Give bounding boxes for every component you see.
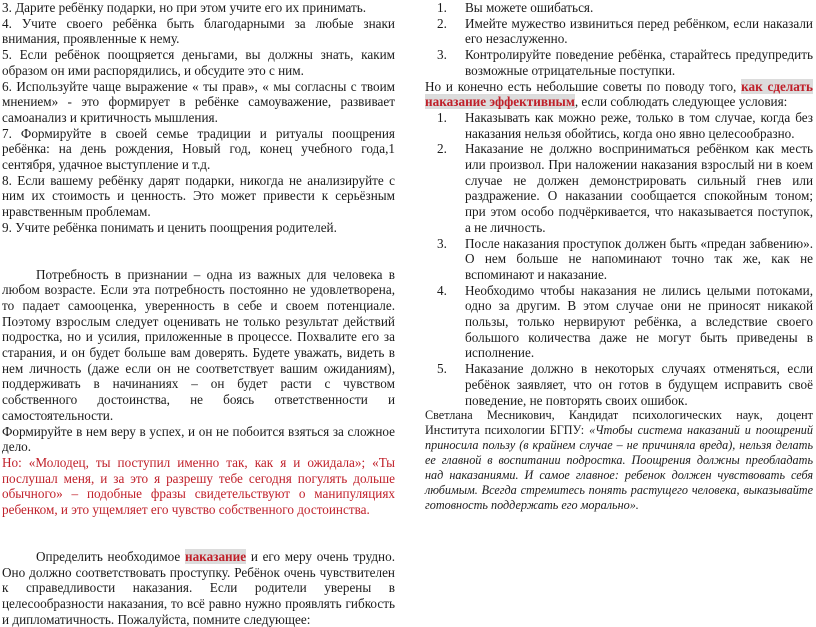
author-attribution: Светлана Месникович, Кандидат психологических наук, доцент Института психологии БГПУ: [425, 408, 813, 438]
list-text: Наказание должно в некоторых случаях отменяться, если ребёнок заявляет, что он готов в будущем исправить своё поведение, не повторять своих ошибок. [465, 361, 813, 408]
list-item [425, 47, 813, 78]
list-item [425, 0, 813, 16]
list-number: 4. [437, 282, 447, 298]
list-text: Необходимо чтобы наказания не лились целыми потоками, одно за другим. В этом случае они не приносят никакой пользы, только нервируют ребёнка, а вследствие своего большого количества даже не могут быть приведены в исполнение. [465, 282, 813, 361]
list-text: Наказание не должно восприниматься ребёнком как месть или произвол. При наложении наказания взрослый ни в коем случае не должен демонстрировать сильный гнев или раздражение. О наказании сообщается спокойным тоном; при этом особо подчёркивается, что наказывается поступок, а не личность. [465, 141, 813, 235]
list-text: Имейте мужество извиниться перед ребёнком, если наказали его незаслуженно. [465, 15, 813, 47]
advice-highlight: как сделать наказание эффективным [425, 78, 813, 110]
list-number: 2. [437, 141, 447, 157]
author-quote-block [425, 408, 813, 512]
list-item [425, 141, 813, 235]
punishment-paragraph [2, 549, 395, 627]
tip-6: 6. Используйте чаще выражение « ты прав», « мы согласны с твоим мнением» - это формирует в ребёнке самоуважение, развивает самоанализ и критичность мышления. [2, 78, 395, 125]
right-column [425, 0, 813, 513]
remember-list [425, 0, 813, 79]
punishment-text-start: Определить необходимое [36, 548, 185, 564]
list-item [425, 361, 813, 408]
list-item [425, 283, 813, 362]
advice-intro [425, 79, 813, 110]
conditions-list [425, 110, 813, 408]
list-number: 1. [437, 109, 447, 125]
advice-text-end: , если соблюдать следующее условия: [574, 94, 788, 110]
list-number: 3. [437, 47, 447, 63]
manipulation-warning: Но: «Молодец, ты поступил именно так, как я и ожидала»; «Ты послушал меня, и за это я разрешу тебе сегодня погулять дольше обычного» – подобные фразы свидетельствуют о манипуляциях ребенком, и это ущемляет его чувство собственного достоинства. [2, 454, 395, 518]
punishment-keyword: наказание [184, 548, 247, 564]
list-number: 1. [437, 0, 447, 15]
tip-9: 9. Учите ребёнка понимать и ценить поощрения родителей. [2, 219, 337, 235]
list-item [425, 110, 813, 141]
tip-4: 4. Учите своего ребёнка быть благодарными за любые знаки внимания, проявленные к нему. [2, 15, 395, 47]
list-number: 5. [437, 361, 447, 377]
list-number: 2. [437, 15, 447, 31]
belief-paragraph: Формируйте в нем веру в успех, и он не побоится взяться за сложное дело. [2, 423, 395, 455]
list-text: Наказывать как можно реже, только в том случае, когда без наказания нельзя обойтись, когда оно явно целесообразно. [465, 109, 813, 141]
tip-8: 8. Если вашему ребёнку дарят подарки, никогда не анализируйте с ним их стоимость и ценность. Это может привести к серьёзным нравственным проблемам. [2, 172, 395, 220]
tip-5: 5. Если ребёнок поощряется деньгами, вы должны знать, каким образом он ими распорядились, и обсудите это с ним. [2, 47, 395, 78]
list-item [425, 236, 813, 283]
author-quote: «Чтобы система наказаний и поощрений приносила пользу (в крайнем случае – не причиняла вреда), нельзя делать ее главной в воспитании подростка. Поощрения должны преобладать над наказаниями. И самое главное: ребенок должен чувствовать себя любимым. Всегда стремитесь понять растущего человека, выказывайте готовность поддержать его морально». [425, 423, 813, 512]
left-column [2, 0, 395, 627]
advice-text-start: Но и конечно есть небольшие советы по поводу того, [425, 78, 742, 94]
list-number: 3. [437, 235, 447, 251]
tip-3: 3. Дарите ребёнку подарки, но при этом учите его их принимать. [2, 0, 367, 15]
tip-7: 7. Формируйте в своей семье традиции и ритуалы поощрения ребёнка: на день рождения, Новый год, конец учебного года,1 сентября, удачное выступление и т.д. [2, 125, 395, 173]
list-item [425, 16, 813, 47]
punishment-text-end: и его меру очень трудно. Оно должно соответствовать проступку. Ребёнок очень чувствителен к справедливости наказания. Если родители уверены в целесообразности наказания, то всё равно нужно проявлять гибкость и дипломатичность. Пожалуйста, помните следующее: [2, 548, 395, 627]
recognition-paragraph: Потребность в признании – одна из важных для человека в любом возрасте. Если эта потребность постоянно не удовлетворена, то падает самооценка, уверенность в себе и своем потенциале. Поэтому взрослым следует оценивать не только результат действий подростка, но и усилия, приложенные в процессе. Похвалите его за старания, и он будет больше вам доверять. Будете уважать, видеть в нем личность (даже если он не соответствует вашим ожиданиям), поддерживать в начинаниях – он будет расти с чувством собственного достоинства, не боясь ответственности и самостоятельности. [2, 266, 395, 423]
list-text: Контролируйте поведение ребёнка, старайтесь предупредить возможные отрицательные поступки. [465, 47, 813, 78]
list-text: Вы можете ошибаться. [465, 0, 594, 15]
list-text: После наказания проступок должен быть «предан забвению». О нем больше не напоминают точно так же, как не вспоминают и наказание. [465, 235, 813, 282]
